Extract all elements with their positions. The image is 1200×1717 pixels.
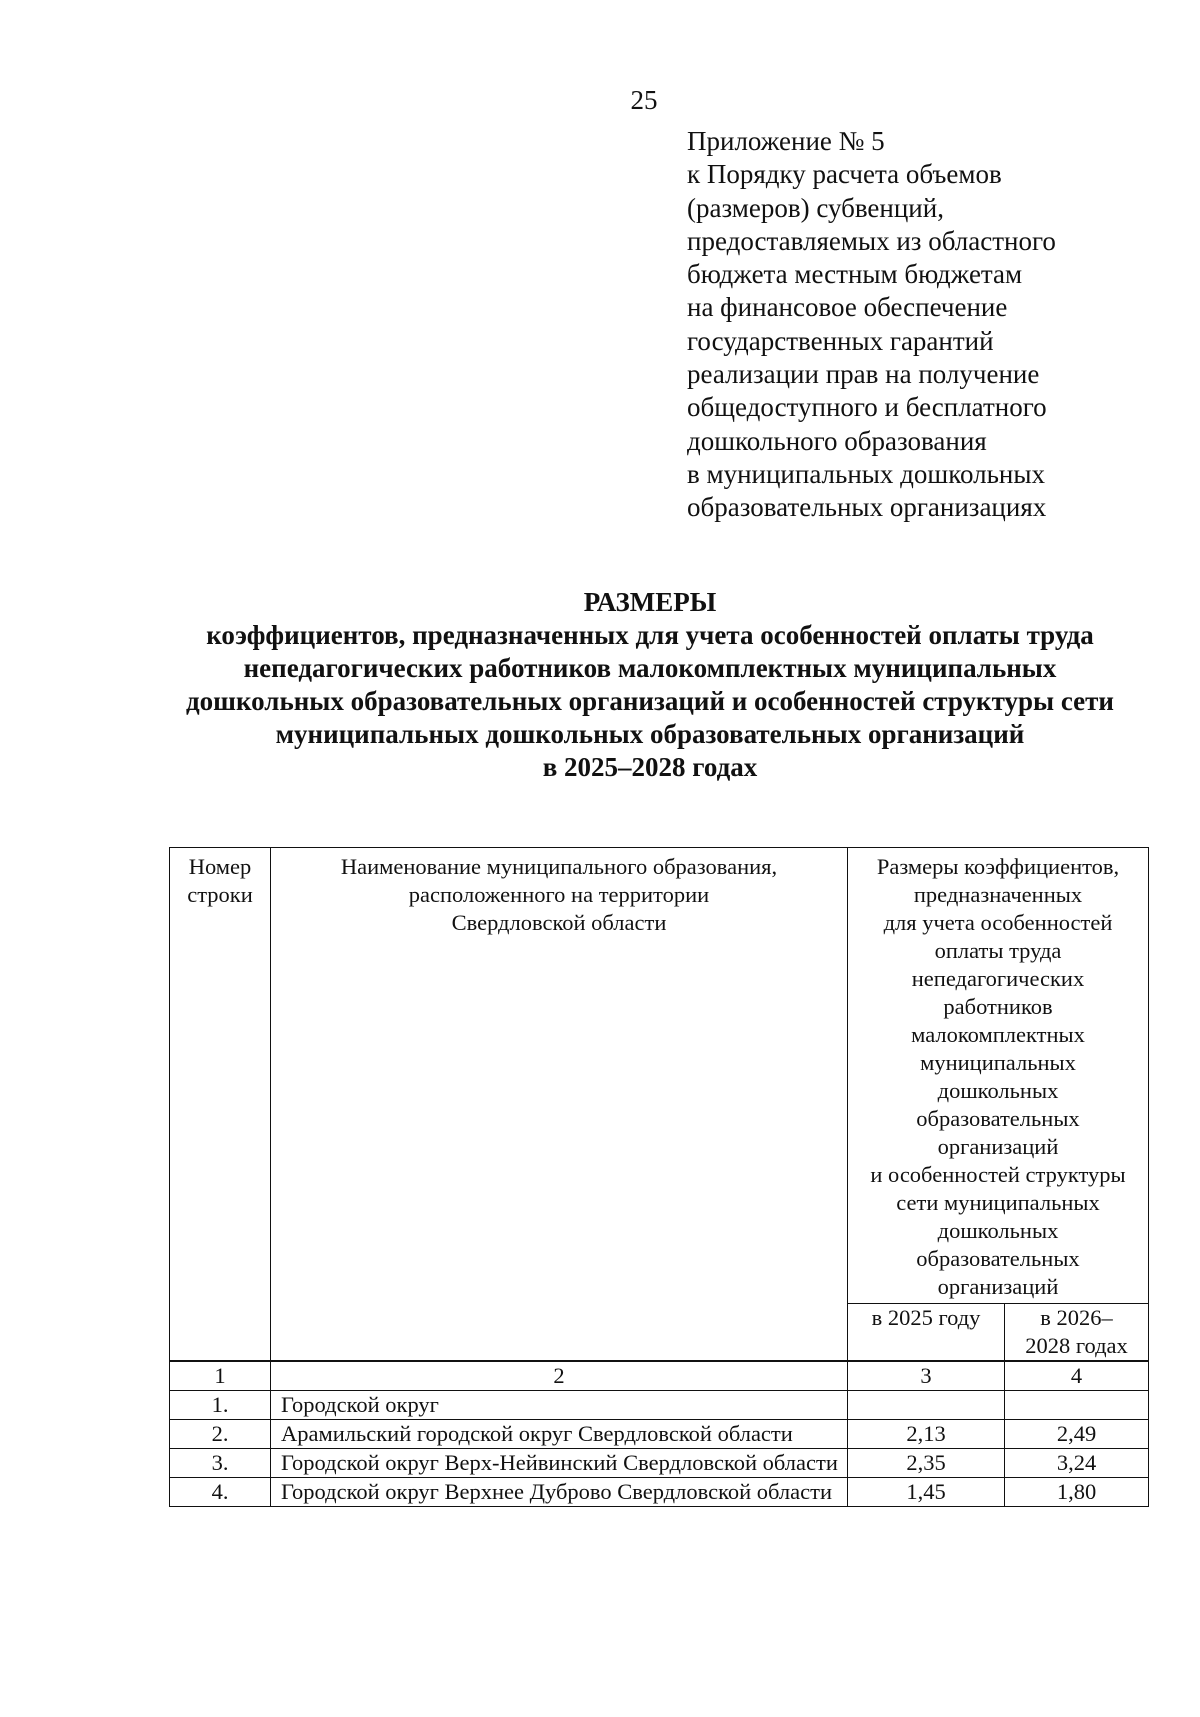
- coefficient-2025: 2,35: [848, 1449, 1005, 1478]
- coefficient-2026-2028: 2,49: [1005, 1420, 1149, 1449]
- municipality-name: Городской округ: [271, 1391, 848, 1420]
- table-row: [170, 1391, 1149, 1420]
- coefficients-table: [169, 847, 1149, 1507]
- table-header-row: [170, 848, 1149, 1304]
- coefficient-2025: 2,13: [848, 1420, 1005, 1449]
- appendix-line: на финансовое обеспечение: [687, 292, 1008, 323]
- appendix-line: государственных гарантий: [687, 325, 994, 356]
- row-number: 1.: [170, 1391, 271, 1420]
- row-number: 2.: [170, 1420, 271, 1449]
- column-number-row: [170, 1361, 1149, 1391]
- column-number: 4: [1005, 1361, 1149, 1391]
- appendix-line: реализации прав на получение: [687, 359, 1040, 390]
- appendix-line: к Порядку расчета объемов: [687, 159, 1002, 190]
- appendix-line: (размеров) субвенций,: [687, 192, 944, 223]
- column-number: 2: [271, 1361, 848, 1391]
- title-line: коэффициентов, предназначенных для учета особенностей оплаты труда: [206, 620, 1094, 650]
- appendix-line: дошкольного образования: [687, 425, 987, 456]
- municipality-name: Арамильский городской округ Свердловской области: [271, 1420, 848, 1449]
- page-number: 25: [630, 85, 658, 115]
- table-row: [170, 1478, 1149, 1507]
- appendix-line: бюджета местным бюджетам: [687, 259, 1023, 290]
- appendix-line: образовательных организациях: [687, 492, 1047, 523]
- municipality-name: Городской округ Верхнее Дуброво Свердловской области: [271, 1478, 848, 1507]
- table-row: [170, 1420, 1149, 1449]
- appendix-line: предоставляемых из областного: [687, 225, 1056, 256]
- appendix-line: Приложение № 5: [687, 126, 885, 156]
- table-row: [170, 1449, 1149, 1478]
- title-line: муниципальных дошкольных образовательных организаций: [275, 719, 1025, 749]
- title-line: непедагогических работников малокомплектных муниципальных: [243, 653, 1057, 683]
- coefficient-2025: [848, 1391, 1005, 1420]
- appendix-note: [687, 125, 1167, 525]
- document-title: [100, 586, 1200, 784]
- header-year-2025: в 2025 году: [848, 1304, 1005, 1362]
- title-line: в 2025–2028 годах: [542, 752, 758, 782]
- header-row-number: Номер строки: [170, 848, 271, 1362]
- coefficient-2026-2028: 3,24: [1005, 1449, 1149, 1478]
- column-number: 3: [848, 1361, 1005, 1391]
- row-number: 4.: [170, 1478, 271, 1507]
- header-year-2026-2028: в 2026– 2028 годах: [1005, 1304, 1149, 1362]
- row-number: 3.: [170, 1449, 271, 1478]
- municipality-name: Городской округ Верх-Нейвинский Свердловской области: [271, 1449, 848, 1478]
- coefficient-2026-2028: 1,80: [1005, 1478, 1149, 1507]
- appendix-line: общедоступного и бесплатного: [687, 392, 1047, 423]
- column-number: 1: [170, 1361, 271, 1391]
- header-municipality-name: Наименование муниципального образования, расположенного на территории Свердловской области: [271, 848, 848, 1362]
- appendix-line: в муниципальных дошкольных: [687, 458, 1045, 489]
- coefficient-2026-2028: [1005, 1391, 1149, 1420]
- title-line: дошкольных образовательных организаций и особенностей структуры сети: [186, 686, 1114, 716]
- header-coefficients: Размеры коэффициентов, предназначенных для учета особенностей оплаты труда непедагогических работников малокомплектных муниципальных дошкольных образовательных организаций и особенностей структуры сети муниципальных дошкольных образовательных организаций: [848, 848, 1149, 1304]
- coefficient-2025: 1,45: [848, 1478, 1005, 1507]
- title-heading: РАЗМЕРЫ: [583, 587, 717, 617]
